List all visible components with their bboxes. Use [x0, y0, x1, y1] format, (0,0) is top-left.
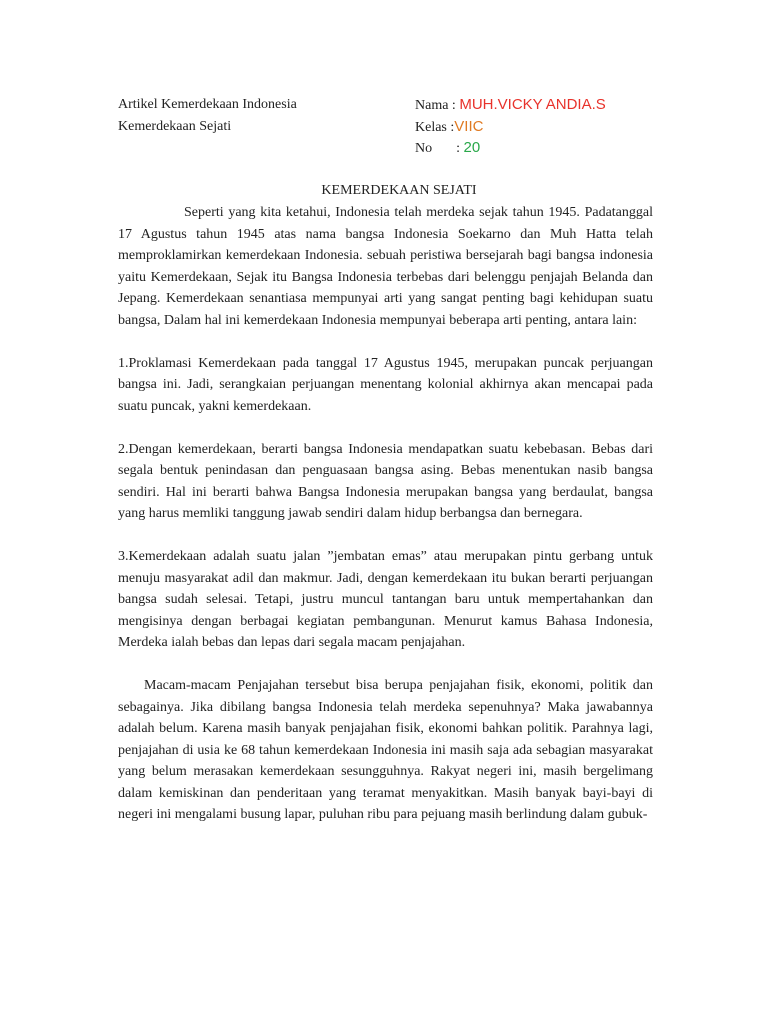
document-title: KEMERDEKAAN SEJATI	[321, 183, 477, 198]
article-heading: Artikel Kemerdekaan Indonesia	[118, 97, 297, 112]
class-label: Kelas :	[415, 119, 455, 135]
article-subheading: Kemerdekaan Sejati	[118, 118, 232, 134]
paragraph-point-3: 3.Kemerdekaan adalah suatu jalan ”jembatan emas” atau merupakan pintu gerbang untuk menuju masyarakat adil dan makmur. Jadi, dengan kemerdekaan itu bukan berarti perjuangan bangsa sudah selesai. Tetapi, justru muncul tantangan baru untuk mempertahankan dan mengisinya dengan berbagai kegiatan pembangunan. Menurut kamus Bahasa Indonesia, Merdeka ialah bebas dan lepas dari segala macam penjajahan.	[118, 549, 653, 650]
number-colon: :	[456, 141, 461, 156]
student-name-row	[415, 95, 606, 117]
student-class-row	[415, 117, 606, 139]
paragraph-colonialism: Macam-macam Penjajahan tersebut bisa berupa penjajahan fisik, ekonomi, politik dan sebagainya. Jika dibilang bangsa Indonesia telah merdeka sepenuhnya? Maka jawabannya adalah belum. Karena masih banyak penjajahan fisik, ekonomi bahkan politik. Parahnya lagi, penjajahan di usia ke 68 tahun kemerdekaan Indonesia ini masih saja ada sebagian masyarakat yang belum merasakan kemerdekaan sesungguhnya. Rakyat negeri ini, masih bergelimang dalam kemiskinan dan penderitaan yang teramat menyakitkan. Masih banyak bayi-bayi di negeri ini mengalami busung lapar, puluhan ribu para pejuang masih berlindung dalam gubuk-	[118, 678, 653, 822]
header-left	[118, 95, 297, 138]
student-class: VIIC	[454, 117, 484, 135]
student-number: 20	[463, 139, 481, 156]
document-body	[118, 202, 653, 847]
paragraph-point-2: 2.Dengan kemerdekaan, berarti bangsa Indonesia mendapatkan suatu kebebasan. Bebas dari segala bentuk penindasan dan penguasaan bangsa asing. Bebas menentukan nasib bangsa sendiri. Hal ini berarti bahwa Bangsa Indonesia merupakan bangsa yang berdaulat, bangsa yang harus memliki tanggung jawab sendiri dalam hidup berbangsa dan bernegara.	[118, 441, 653, 521]
name-label: Nama :	[415, 98, 456, 113]
student-number-row	[415, 138, 606, 160]
student-info	[415, 95, 606, 160]
number-label: No	[415, 141, 433, 156]
paragraph-intro: Seperti yang kita ketahui, Indonesia telah merdeka sejak tahun 1945. Padatanggal 17 Agustus tahun 1945 atas nama bangsa Indonesia Soekarno dan Muh Hatta telah memproklamirkan kemerdekaan Indonesia. sebuah peristiwa bersejarah bagi bangsa indonesia yaitu Kemerdekaan, Sejak itu Bangsa Indonesia terbebas dari belenggu penjajah Belanda dan Jepang. Kemerdekaan senantiasa mempunyai arti yang sangat penting bagi kehidupan suatu bangsa, Dalam hal ini kemerdekaan Indonesia mempunyai beberapa arti penting, antara lain:	[118, 205, 653, 328]
student-name: MUH.VICKY ANDIA.S	[459, 96, 606, 113]
paragraph-point-1: 1.Proklamasi Kemerdekaan pada tanggal 17 Agustus 1945, merupakan puncak perjuangan bangsa ini. Jadi, serangkaian perjuangan menentang kolonial akhirnya akan mencapai pada suatu puncak, yakni kemerdekaan.	[118, 355, 653, 414]
